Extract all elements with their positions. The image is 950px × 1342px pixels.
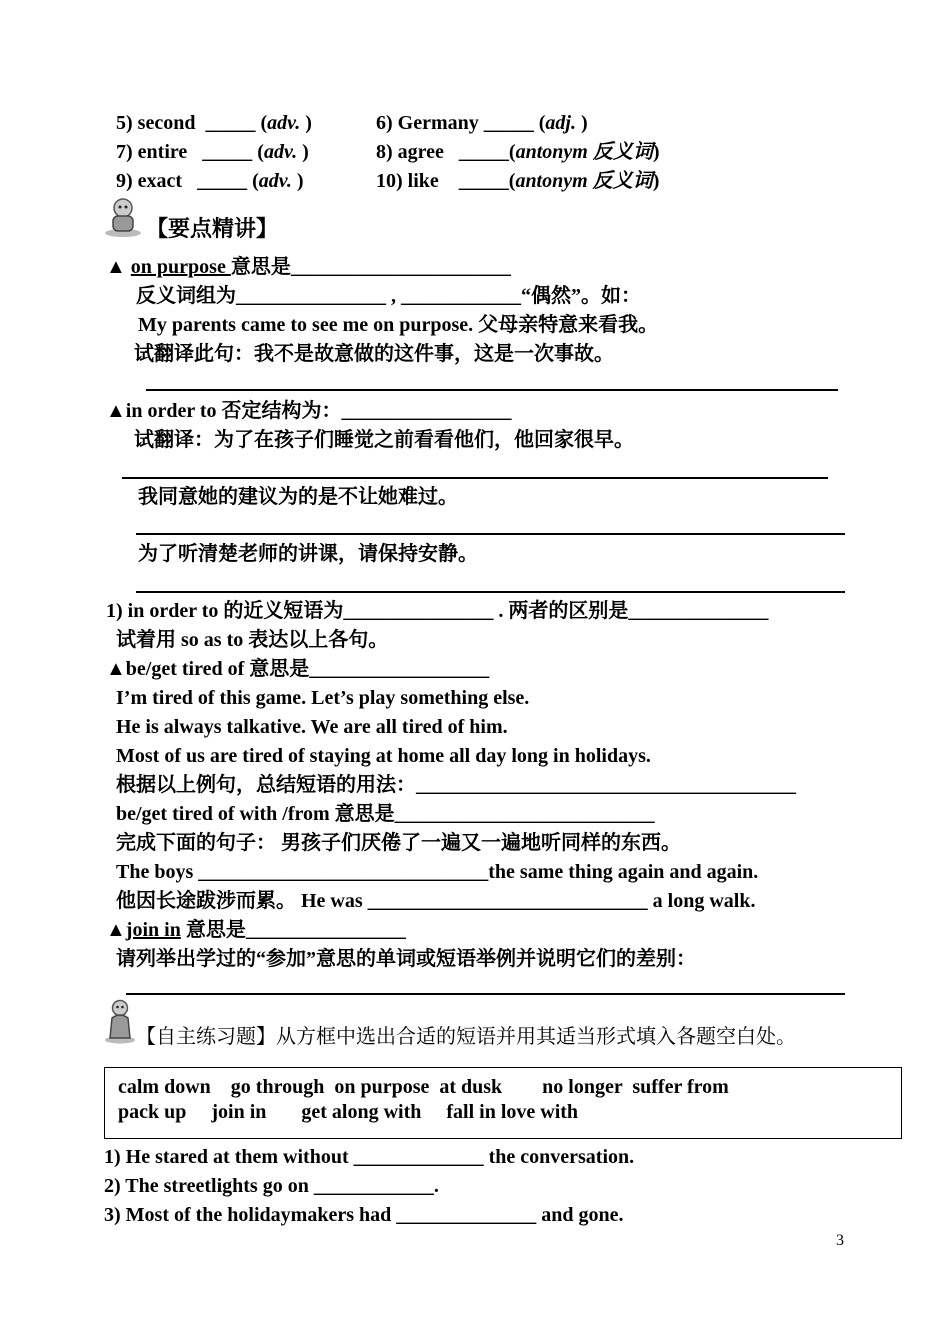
vocab-item-7: 7) entire _____ (adv. )	[116, 141, 309, 163]
section-title-key-points: 【要点精讲】	[146, 216, 279, 241]
practice-title: 【自主练习题】从方框中选出合适的短语并用其适当形式填入各题空白处。	[136, 1026, 796, 1048]
vocab-item-6: 6) Germany _____ (adj. )	[376, 112, 588, 134]
answer-line[interactable]	[136, 533, 845, 535]
answer-line[interactable]	[126, 993, 845, 995]
vocab-item-9: 9) exact _____ (adv. )	[116, 170, 304, 192]
on-purpose-example: My parents came to see me on purpose. 父母亲特意来看我。	[138, 314, 659, 336]
answer-line[interactable]	[136, 591, 845, 593]
tired-of-summary: 根据以上例句，总结短语的用法：______________________________________	[116, 774, 796, 796]
in-order-to-task-1: 试翻译：为了在孩子们睡觉之前看看他们，他回家很早。	[134, 429, 634, 451]
join-in-task: 请列举出学过的“参加”意思的单词或短语举例并说明它们的差别：	[116, 948, 696, 970]
answer-line[interactable]	[122, 477, 828, 479]
tired-of-with-from: be/get tired of with /from 意思是__________________________	[116, 803, 655, 825]
tired-of-example-1: I’m tired of this game. Let’s play something else.	[116, 687, 530, 709]
vocab-item-10: 10) like _____(antonym 反义词)	[376, 170, 660, 192]
in-order-to-task-3: 为了听清楚老师的讲课，请保持安静。	[138, 543, 478, 565]
phrase-box-row-2: pack up join in get along with fall in love with	[118, 1101, 579, 1123]
answer-line[interactable]	[146, 389, 838, 391]
on-purpose-task: 试翻译此句：我不是故意做的这件事，这是一次事故。	[134, 343, 614, 365]
page-number: 3	[836, 1232, 844, 1249]
tired-of-example-3: Most of us are tired of staying at home all day long in holidays.	[116, 745, 651, 767]
tired-of-sentence-2: 他因长途跋涉而累。 He was ____________________________ a long walk.	[116, 890, 756, 912]
on-purpose-heading: ▲ on purpose 意思是______________________	[106, 256, 511, 278]
vocab-item-8: 8) agree _____(antonym 反义词)	[376, 141, 660, 163]
phrase-box-row-1: calm down go through on purpose at dusk no longer suffer from	[118, 1076, 729, 1098]
cartoon-teacher-icon	[102, 196, 144, 238]
on-purpose-antonym: 反义词组为_______________ , ____________“偶然”。如：	[136, 285, 641, 307]
tired-of-sentence-1: The boys _____________________________the same thing again and again.	[116, 861, 759, 883]
practice-question-3: 3) Most of the holidaymakers had ______________ and gone.	[104, 1204, 624, 1226]
in-order-to-negative: ▲in order to 否定结构为：_________________	[106, 400, 512, 422]
join-in-heading: ▲join in 意思是________________	[106, 919, 406, 941]
tired-of-task: 完成下面的句子： 男孩子们厌倦了一遍又一遍地听同样的东西。	[116, 832, 681, 854]
in-order-to-question-1: 1) in order to 的近义短语为_______________ . 两者的区别是______________	[106, 600, 769, 622]
tired-of-heading: ▲be/get tired of 意思是__________________	[106, 658, 490, 680]
cartoon-student-icon	[102, 998, 138, 1044]
in-order-to-task-2: 我同意她的建议为的是不让她难过。	[138, 486, 458, 508]
practice-question-1: 1) He stared at them without _____________ the conversation.	[104, 1146, 635, 1168]
tired-of-example-2: He is always talkative. We are all tired of him.	[116, 716, 508, 738]
vocab-item-5: 5) second _____ (adv. )	[116, 112, 312, 134]
in-order-to-question-2: 试着用 so as to 表达以上各句。	[116, 629, 389, 651]
practice-question-2: 2) The streetlights go on ____________.	[104, 1175, 439, 1197]
